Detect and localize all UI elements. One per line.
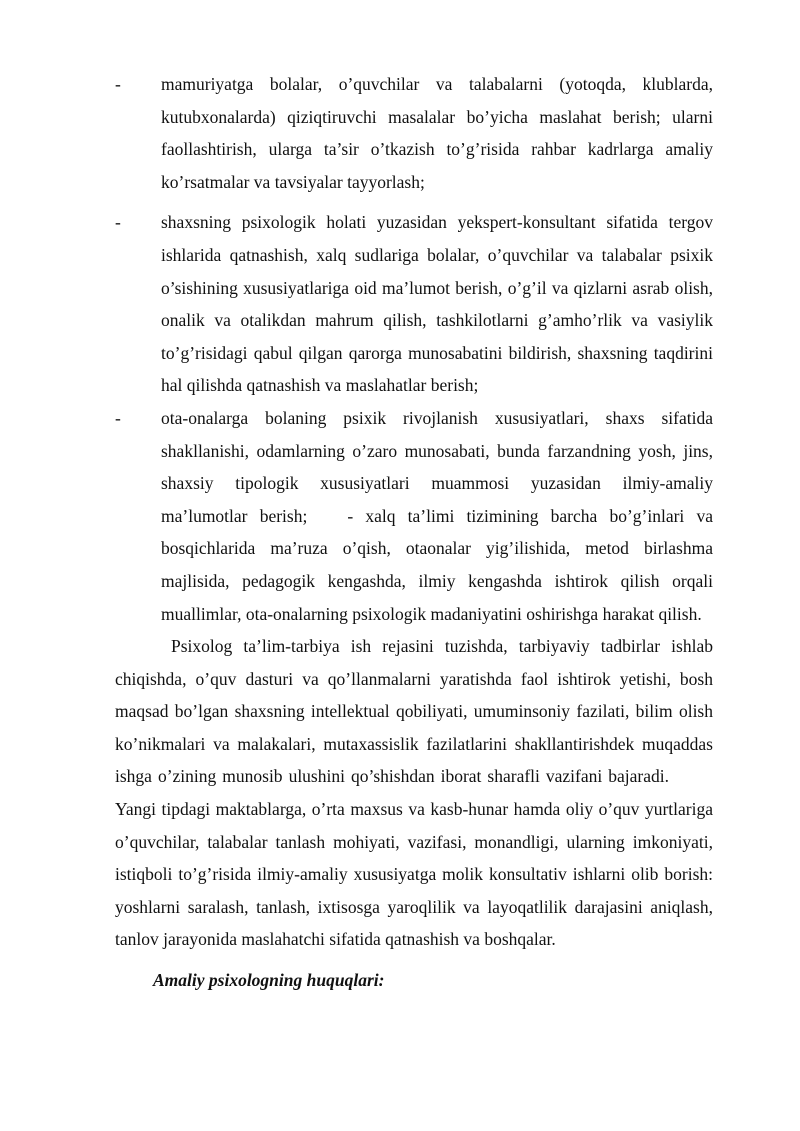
list-marker: - xyxy=(115,74,121,94)
list-item-continuation: - xalq ta’limi tizimining barcha bo’g’inlari va bosqichlarida ma’ruza o’qish, otaonalar yig’ilishida, metod birlashma majlisida, pedagogik kengashda, ilmiy kengashda ishtirok qilish orqali muallimlar, ota-onalarning psixologik madaniyatini oshirishga harakat qilish. xyxy=(161,505,713,624)
list-item xyxy=(115,402,713,630)
paragraph-continuation: Yangi tipdagi maktablarga, o’rta maxsus va kasb-hunar hamda oliy o’quv yurtlariga o’quvchilar, talabalar tanlash mohiyati, vazifasi, monandligi, ularning imkoniyati, istiqboli to’g’risida ilmiy-amaliy xususiyatga molik konsultativ ishlarni olib borish: yoshlarni saralash, tanlash, ixtisosga yaroqlilik va layoqatlilik darajasini aniqlash, tanlov jarayonida maslahatchi sifatida qatnashish va boshqalar. xyxy=(115,799,713,950)
list-item-text: ota-onalarga bolaning psixik rivojlanish xususiyatlari, shaxs sifatida shakllanishi, odamlarning o’zaro munosabati, bunda farzandning yosh, jins, shaxsiy tipologik xususiyatlari muammosi yuzasidan ilmiy-amaliy ma’lumotlar berish; xyxy=(161,407,713,526)
document-page xyxy=(115,68,713,997)
list-marker: - xyxy=(115,212,121,233)
list-item-text: shaxsning psixologik holati yuzasidan yekspert-konsultant sifatida tergov ishlarida qatnashish, xalq sudlariga bolalar, o’quvchilar va talabalar psixik o’sishining xususiyatlariga oid ma’lumot berish, o’g’il va qizlarni asrab olish, onalik va otalikdan mahrum qilish, tashkilotlarni g’amho’rlik va vasiylik to’g’risidagi qabul qilgan qarorga munosabatini bildirish, shaxsning taqdirini hal qilishda qatnashish va maslahatlar berish; xyxy=(161,212,713,396)
paragraph-text: Psixolog ta’lim-tarbiya ish rejasini tuzishda, tarbiyaviy tadbirlar ishlab chiqishda, o’quv dasturi va qo’llanmalarni yaratishda faol ishtirok yetishi, bosh maqsad bo’lgan shaxsning intellektual qobiliyati, umuminsoniy fazilati, bilim olish ko’nikmalari va malakalari, mutaxassislik fazilatlarini shakllantirishdek muqaddas ishga o’zining munosib ulushini qo’shishdan iborat sharafli vazifani bajaradi. xyxy=(115,636,713,787)
body-paragraph xyxy=(115,630,713,956)
list-item xyxy=(115,68,713,198)
list-item-text: mamuriyatga bolalar, o’quvchilar va talabalarni (yotoqda, klublarda, kutubxonalarda) qiziqtiruvchi masalalar bo’yicha maslahat berish; ularni faollashtirish, ularga ta’sir o’tkazish to’g’risida rahbar kadrlarga amaliy ko’rsatmalar va tavsiyalar tayyorlash; xyxy=(161,74,713,192)
list-marker: - xyxy=(115,407,121,428)
spacer xyxy=(115,198,713,206)
list-item xyxy=(115,206,713,402)
section-heading: Amaliy psixologning huquqlari: xyxy=(153,970,385,991)
